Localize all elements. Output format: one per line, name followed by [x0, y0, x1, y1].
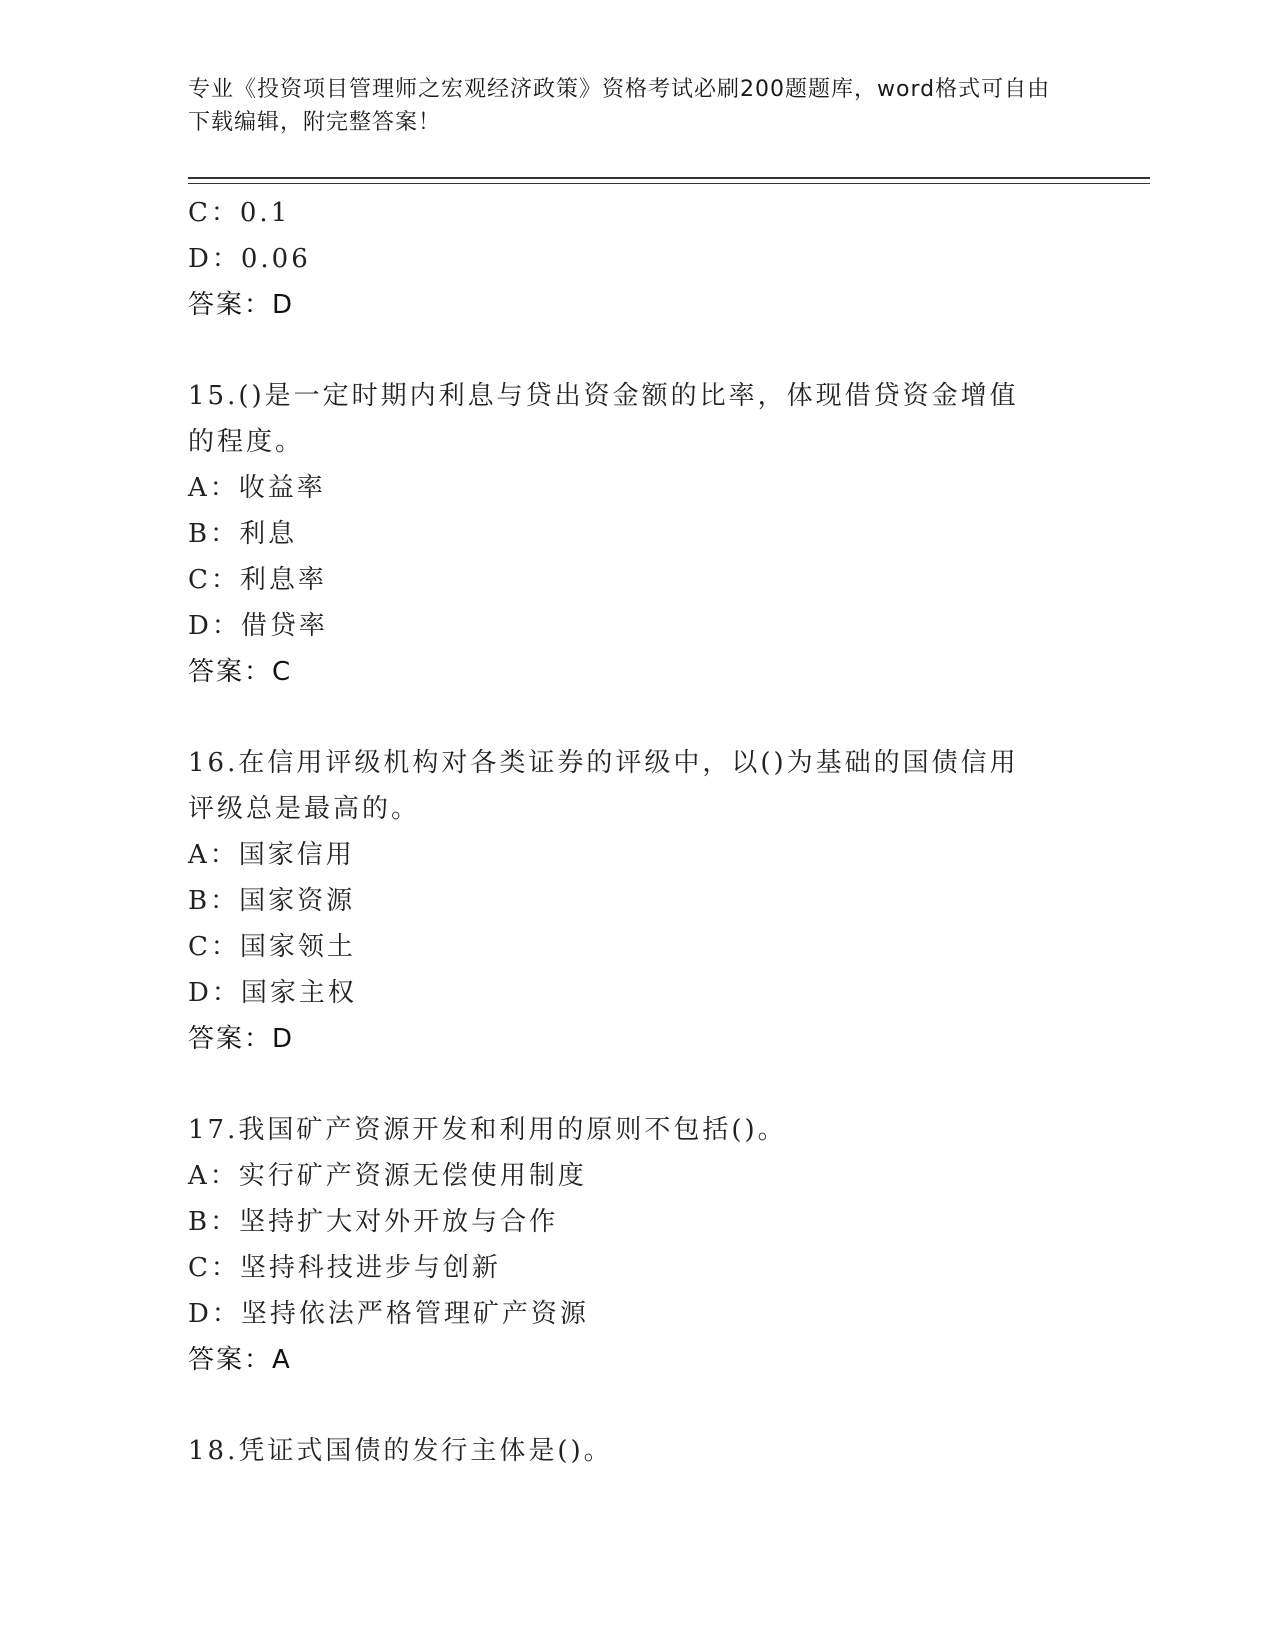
question-18 [188, 1428, 1088, 1474]
question-17-answer: 答案：A [188, 1345, 292, 1375]
prev-option-d: D：0.06 [188, 244, 311, 274]
question-17-text: 17.我国矿产资源开发和利用的原则不包括()。 [188, 1115, 787, 1145]
question-17-option-a: A：实行矿产资源无偿使用制度 [188, 1161, 587, 1191]
question-16-answer: 答案：D [188, 1024, 295, 1054]
header-rule-thin [188, 183, 1150, 184]
question-list [188, 190, 1088, 1474]
question-16 [188, 740, 1088, 1062]
question-17-option-d: D：坚持依法严格管理矿产资源 [188, 1299, 589, 1329]
prev-option-c: C：0.1 [188, 198, 291, 228]
question-15 [188, 373, 1088, 695]
question-15-option-a: A：收益率 [188, 473, 326, 503]
question-15-option-b: B：利息 [188, 519, 298, 549]
question-16-option-c: C：国家领土 [188, 932, 356, 962]
document-header: 专业《投资项目管理师之宏观经济政策》资格考试必刷200题题库，word格式可自由下载编辑，附完整答案！ [188, 77, 1051, 135]
question-15-text: 15.()是一定时期内利息与贷出资金额的比率，体现借贷资金增值的程度。 [188, 381, 1019, 457]
question-16-text: 16.在信用评级机构对各类证券的评级中，以()为基础的国债信用评级总是最高的。 [188, 748, 1019, 824]
question-15-option-d: D：借贷率 [188, 611, 328, 641]
question-17-option-b: B：坚持扩大对外开放与合作 [188, 1207, 559, 1237]
question-17-option-c: C：坚持科技进步与创新 [188, 1253, 501, 1283]
question-16-option-b: B：国家资源 [188, 886, 356, 916]
prev-answer: 答案：D [188, 290, 295, 320]
question-15-answer: 答案：C [188, 657, 293, 687]
header-rule-thick [188, 177, 1150, 179]
question-16-option-d: D：国家主权 [188, 978, 357, 1008]
question-16-option-a: A：国家信用 [188, 840, 355, 870]
question-15-option-c: C：利息率 [188, 565, 327, 595]
question-18-text: 18.凭证式国债的发行主体是()。 [188, 1436, 613, 1466]
question-17 [188, 1107, 1088, 1383]
